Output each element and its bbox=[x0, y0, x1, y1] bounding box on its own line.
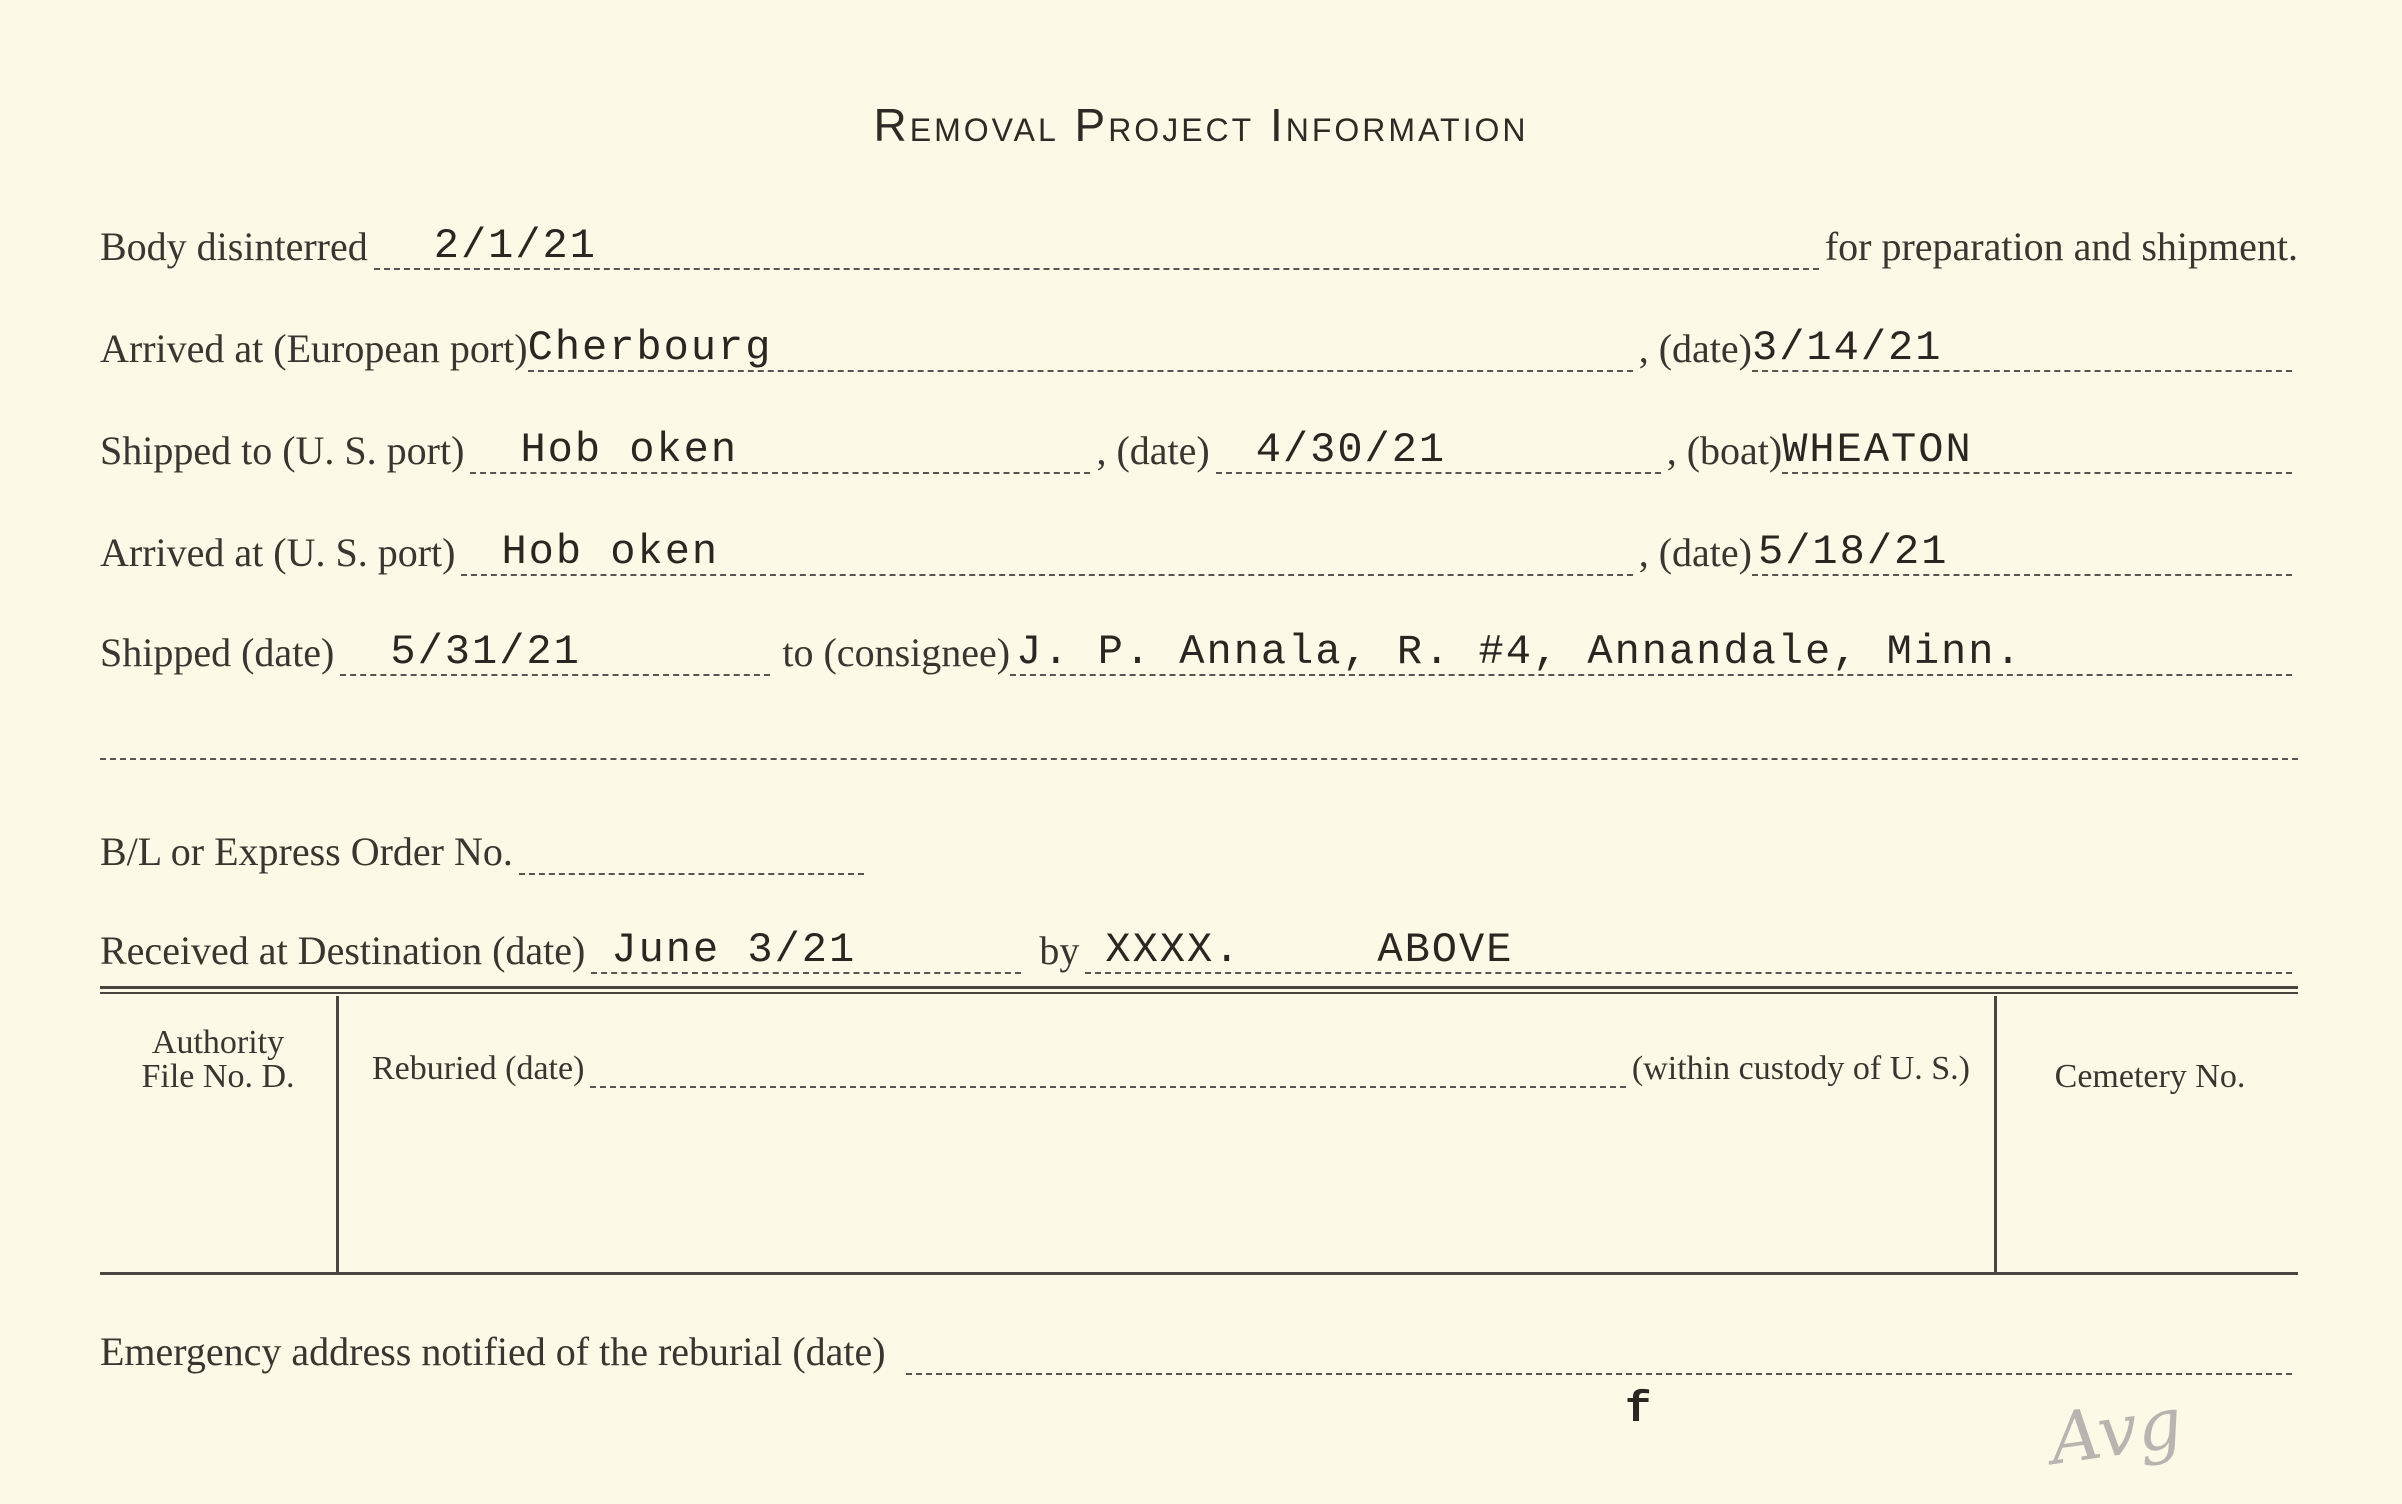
us-port-field[interactable] bbox=[470, 426, 1090, 474]
row-body-disinterred bbox=[100, 210, 2298, 270]
received-by-value: XXXX. ABOVE bbox=[1105, 926, 1514, 974]
authority-cell bbox=[100, 1026, 336, 1094]
row-received bbox=[100, 914, 2298, 974]
shipped-date-field[interactable] bbox=[340, 628, 770, 676]
body-disinterred-label: Body disinterred bbox=[100, 224, 368, 269]
bl-order-field[interactable] bbox=[519, 831, 864, 875]
received-date-field[interactable] bbox=[591, 926, 1021, 974]
arrived-us-label: Arrived at (U. S. port) bbox=[100, 530, 456, 575]
ship-date-field[interactable] bbox=[1216, 426, 1661, 474]
arrived-date-label: , (date) bbox=[1638, 530, 1752, 575]
european-date-value: 3/14/21 bbox=[1752, 324, 1943, 372]
ship-date-label: , (date) bbox=[1096, 428, 1210, 473]
cemetery-no-label: Cemetery No. bbox=[2054, 1058, 2246, 1095]
table-bottom-rule bbox=[100, 1272, 2298, 1275]
boat-field[interactable] bbox=[1782, 426, 2292, 474]
pencil-signature: Avg bbox=[2044, 1381, 2188, 1481]
consignee-field[interactable] bbox=[1010, 628, 2292, 676]
blank-dashed-line[interactable] bbox=[100, 758, 2298, 760]
received-label: Received at Destination (date) bbox=[100, 928, 586, 973]
reburied-row bbox=[372, 1038, 1970, 1088]
card-title: Removal Project Information bbox=[873, 99, 1529, 151]
european-port-label: Arrived at (European port) bbox=[100, 326, 528, 371]
received-date-value: June 3/21 bbox=[611, 926, 857, 974]
row-emergency bbox=[100, 1315, 2298, 1375]
file-no-label: File No. D. bbox=[141, 1058, 295, 1095]
body-disinterred-value: 2/1/21 bbox=[433, 222, 597, 270]
european-date-label: , (date) bbox=[1638, 326, 1752, 371]
european-port-value: Cherbourg bbox=[527, 324, 773, 372]
ship-date-value: 4/30/21 bbox=[1255, 426, 1447, 474]
arrived-date-value: 5/18/21 bbox=[1758, 528, 1949, 576]
bl-order-label: B/L or Express Order No. bbox=[100, 829, 513, 874]
arrived-us-field[interactable] bbox=[461, 528, 1632, 576]
reburied-label: Reburied (date) bbox=[372, 1050, 585, 1087]
table-top-rule-2 bbox=[100, 992, 2298, 994]
row-bl-order bbox=[100, 815, 2298, 875]
shipped-date-value: 5/31/21 bbox=[390, 628, 581, 676]
row-shipped-to-us bbox=[100, 414, 2298, 474]
table-divider-2 bbox=[1994, 996, 1997, 1272]
table-top-rule-1 bbox=[100, 986, 2298, 989]
body-disinterred-field[interactable] bbox=[374, 222, 1819, 270]
european-date-field[interactable] bbox=[1752, 324, 2292, 372]
consignee-label: to (consignee) bbox=[782, 630, 1011, 675]
boat-label: , (boat) bbox=[1666, 428, 1783, 473]
table-divider-1 bbox=[336, 996, 339, 1272]
arrived-date-field[interactable] bbox=[1752, 528, 2292, 576]
received-by-label: by bbox=[1039, 928, 1080, 973]
us-port-label: Shipped to (U. S. port) bbox=[100, 428, 465, 473]
received-by-field[interactable] bbox=[1085, 926, 2292, 974]
us-port-value: Hob oken bbox=[520, 426, 739, 474]
emergency-label: Emergency address notified of the reburial (date) bbox=[100, 1329, 886, 1374]
european-port-field[interactable] bbox=[527, 324, 1633, 372]
shipped-date-label: Shipped (date) bbox=[100, 630, 335, 675]
typed-mark: f bbox=[1625, 1385, 1652, 1435]
row-shipped bbox=[100, 616, 2298, 676]
row-arrived-us bbox=[100, 516, 2298, 576]
reburied-field[interactable] bbox=[590, 1056, 1626, 1088]
emergency-field[interactable] bbox=[906, 1331, 2292, 1375]
preparation-shipment-label: for preparation and shipment. bbox=[1824, 224, 2298, 269]
row-european-port bbox=[100, 312, 2298, 372]
boat-value: WHEATON bbox=[1782, 426, 1973, 474]
arrived-us-value: Hob oken bbox=[501, 528, 720, 576]
custody-label: (within custody of U. S.) bbox=[1631, 1050, 1970, 1087]
authority-label: Authority bbox=[151, 1024, 285, 1061]
consignee-value: J. P. Annala, R. #4, Annandale, Minn. bbox=[1016, 628, 2023, 676]
